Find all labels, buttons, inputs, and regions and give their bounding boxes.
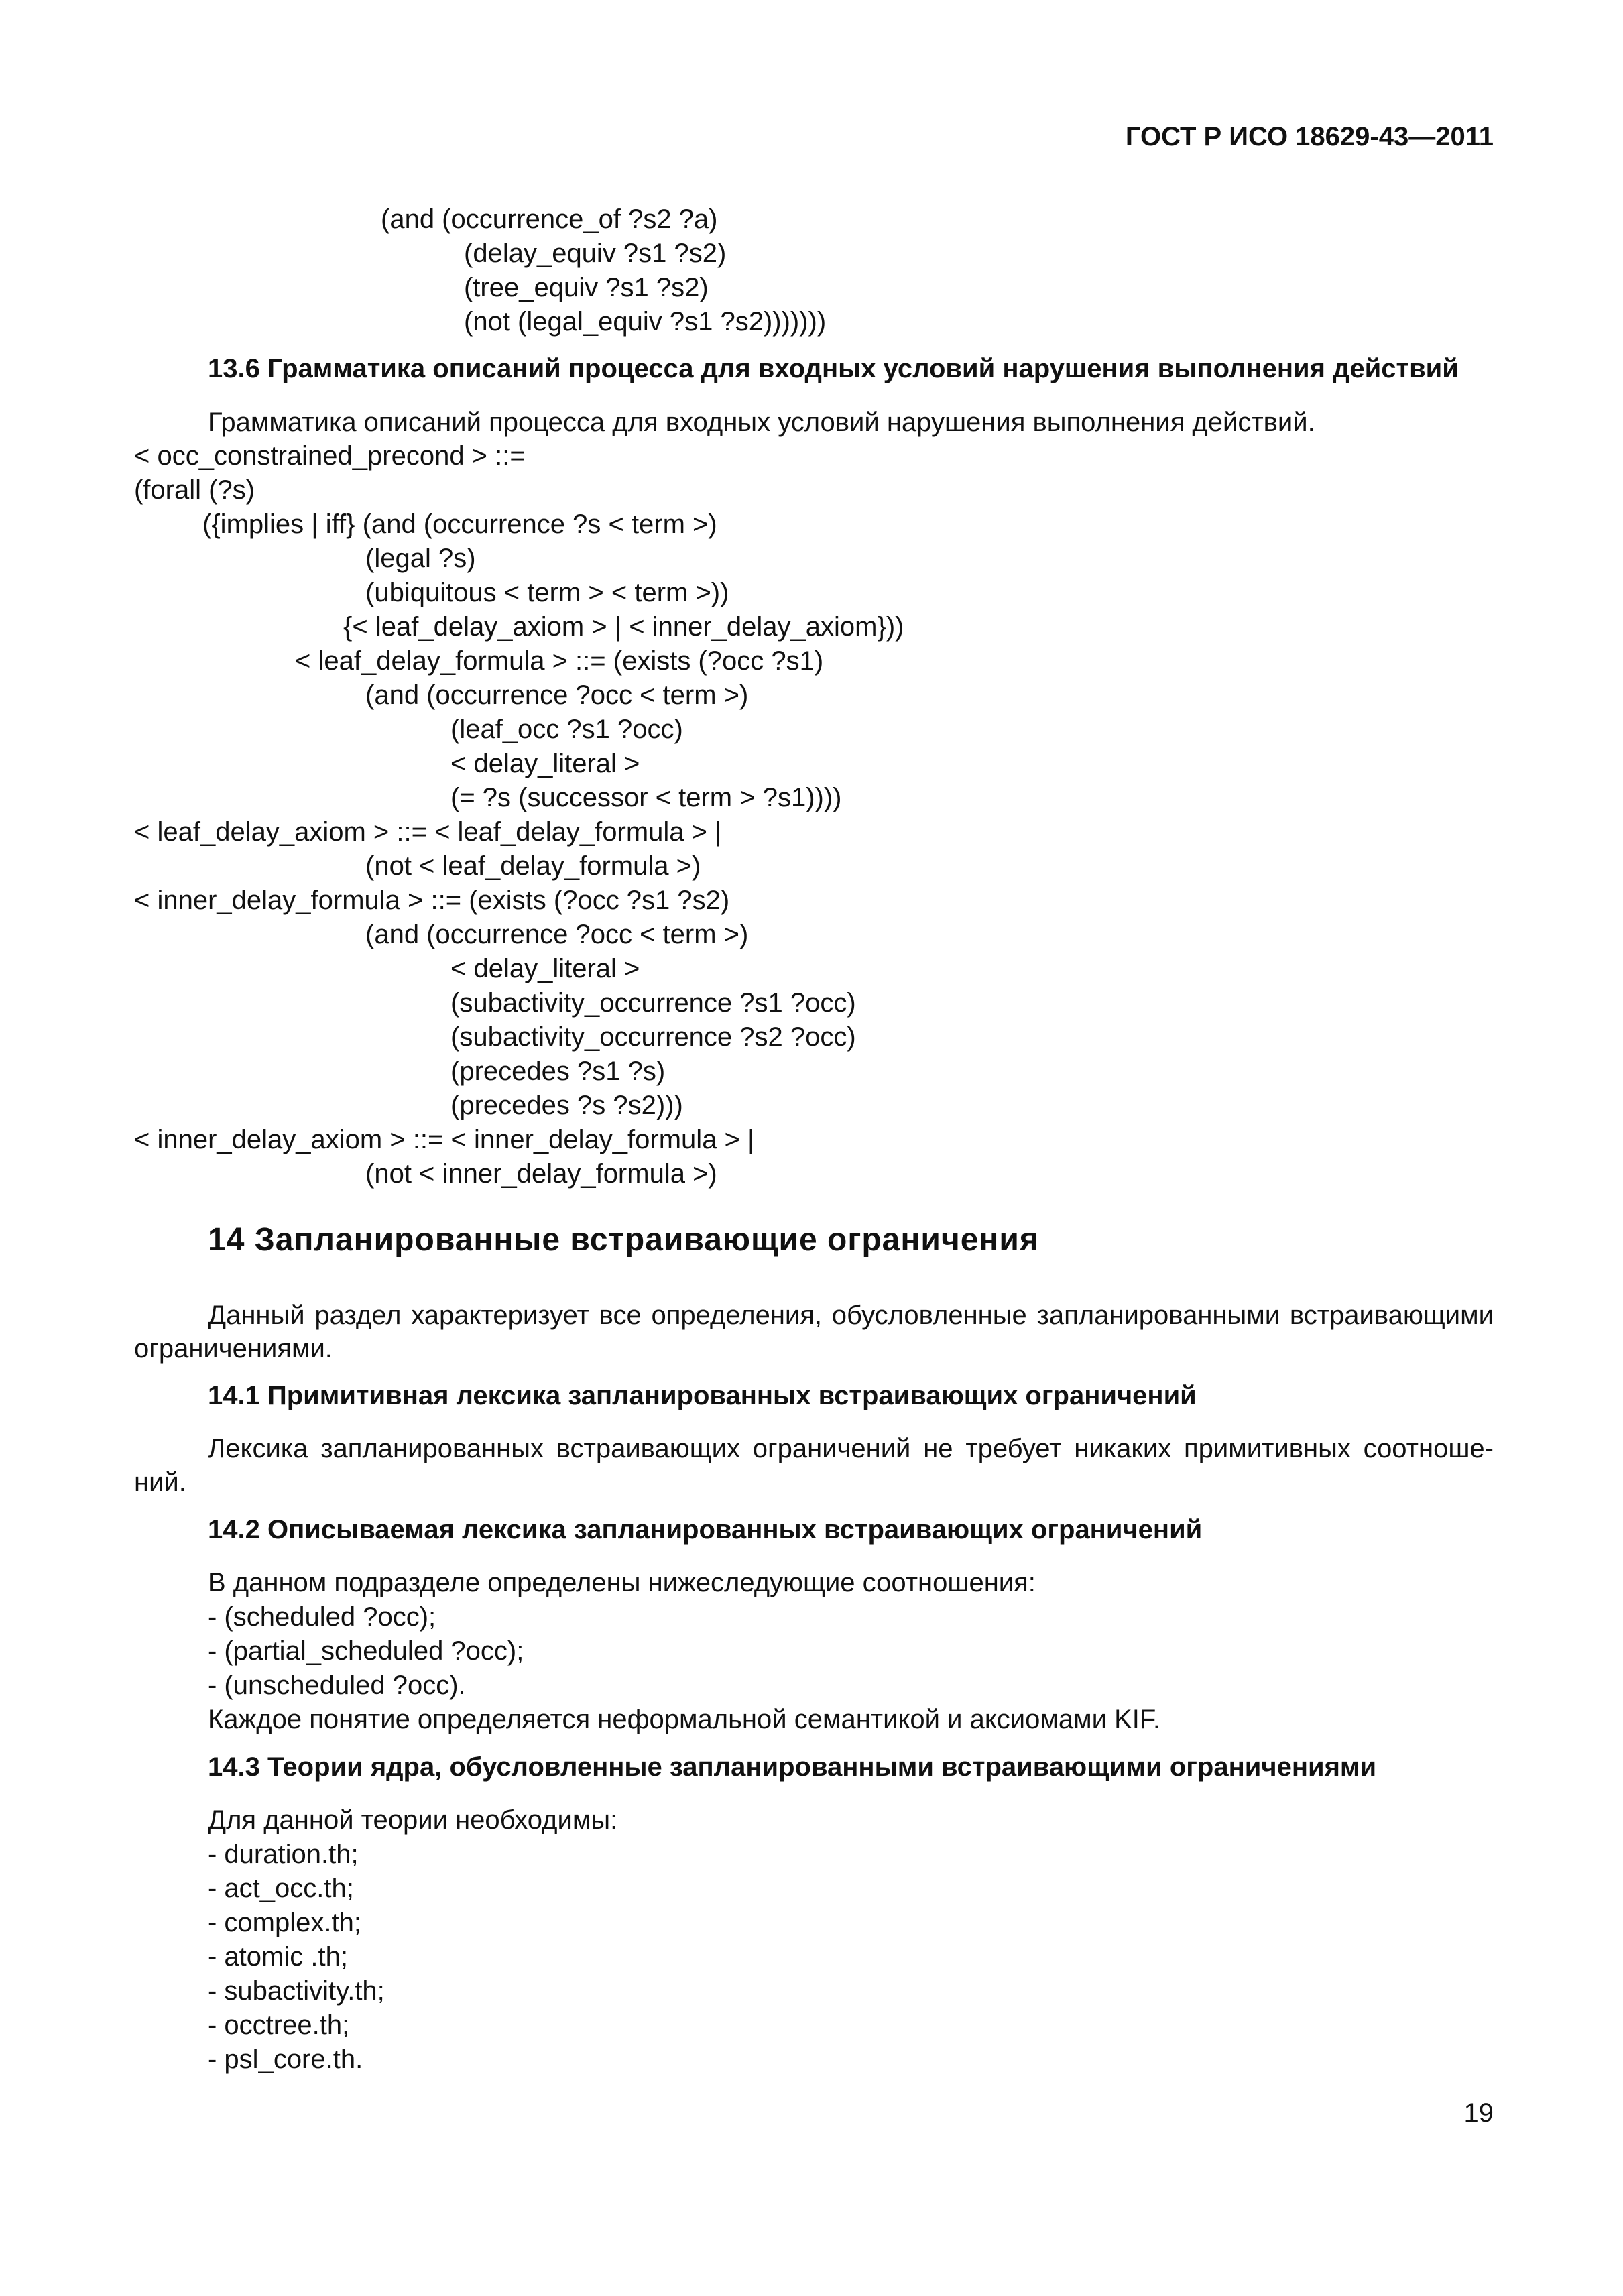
section-14-title: 14 Запланированные встраивающие ограничения (208, 1222, 1039, 1258)
page-number: 19 (1463, 2098, 1494, 2128)
grammar-line: < leaf_delay_formula > ::= (exists (?occ ?s1) (295, 646, 824, 676)
code-line: (delay_equiv ?s1 ?s2) (464, 239, 727, 268)
section-14-3-line: Для данной теории необходимы: (208, 1805, 618, 1835)
grammar-line: (= ?s (successor < term > ?s1)))) (450, 783, 842, 812)
grammar-line: < delay_literal > (450, 749, 640, 778)
section-14-3-line: - atomic .th; (208, 1942, 348, 1972)
section-13-6-title: 13.6 Грамматика описаний процесса для входных условий нарушения выполнения действий (208, 354, 1459, 383)
grammar-line: < occ_constrained_precond > ::= (134, 441, 526, 471)
grammar-line: (subactivity_occurrence ?s2 ?occ) (450, 1022, 856, 1052)
grammar-line: (and (occurrence ?occ < term >) (365, 680, 749, 710)
grammar-line: < leaf_delay_axiom > ::= < leaf_delay_formula > | (134, 817, 722, 847)
grammar-line: (precedes ?s ?s2))) (450, 1091, 683, 1120)
section-14-intro (134, 1298, 1494, 1366)
grammar-line: (ubiquitous < term > < term >)) (365, 578, 729, 607)
grammar-line: ({implies | iff} (and (occurrence ?s < term >) (202, 509, 717, 539)
section-14-3-line: - subactivity.th; (208, 1976, 385, 2006)
section-14-1-text (134, 1432, 1494, 1499)
grammar-line: (not < inner_delay_formula >) (365, 1159, 717, 1189)
section-14-3-line: - psl_core.th. (208, 2045, 363, 2074)
code-line: (tree_equiv ?s1 ?s2) (464, 273, 709, 302)
grammar-line: < inner_delay_formula > ::= (exists (?occ ?s1 ?s2) (134, 886, 730, 915)
section-14-2-line: - (partial_scheduled ?occ); (208, 1636, 524, 1666)
code-line: (not (legal_equiv ?s1 ?s2))))))) (464, 307, 827, 337)
section-14-2-line: - (scheduled ?occ); (208, 1602, 436, 1632)
section-14-3-line: - occtree.th; (208, 2010, 350, 2040)
grammar-line: (and (occurrence ?occ < term >) (365, 920, 749, 949)
document-header: ГОСТ Р ИСО 18629-43—2011 (1125, 122, 1494, 152)
section-14-2-line: В данном подразделе определены нижеследующие соотношения: (208, 1568, 1036, 1597)
section-14-2-line: - (unscheduled ?occ). (208, 1671, 466, 1700)
section-14-3-line: - complex.th; (208, 1908, 361, 1937)
grammar-line: (legal ?s) (365, 544, 476, 573)
grammar-line: < inner_delay_axiom > ::= < inner_delay_formula > | (134, 1125, 755, 1154)
section-14-1-text-body: Лексика запланированных встраивающих ограничений не требует никаких примитивных соотноше-ний. (134, 1434, 1494, 1497)
grammar-line: (subactivity_occurrence ?s1 ?occ) (450, 988, 856, 1018)
code-line: (and (occurrence_of ?s2 ?a) (381, 204, 718, 234)
section-14-3-title: 14.3 Теории ядра, обусловленные запланированными встраивающими ограничениями (208, 1752, 1377, 1782)
grammar-line: (precedes ?s1 ?s) (450, 1056, 666, 1086)
section-14-intro-text: Данный раздел характеризует все определения, обусловленные запланированными встраивающими ограничениями. (134, 1301, 1494, 1364)
section-14-3-line: - act_occ.th; (208, 1874, 354, 1903)
section-14-3-line: - duration.th; (208, 1839, 359, 1869)
grammar-line: {< leaf_delay_axiom > | < inner_delay_axiom})) (343, 612, 904, 642)
section-14-1-title: 14.1 Примитивная лексика запланированных встраивающих ограничений (208, 1381, 1197, 1410)
section-14-2-title: 14.2 Описываемая лексика запланированных встраивающих ограничений (208, 1515, 1203, 1545)
grammar-line: (forall (?s) (134, 475, 255, 505)
grammar-line: (not < leaf_delay_formula >) (365, 851, 701, 881)
section-13-6-intro: Грамматика описаний процесса для входных условий нарушения выполнения действий. (208, 408, 1315, 437)
grammar-line: (leaf_occ ?s1 ?occ) (450, 715, 683, 744)
grammar-line: < delay_literal > (450, 954, 640, 983)
section-14-2-line: Каждое понятие определяется неформальной семантикой и аксиомами KIF. (208, 1705, 1160, 1734)
